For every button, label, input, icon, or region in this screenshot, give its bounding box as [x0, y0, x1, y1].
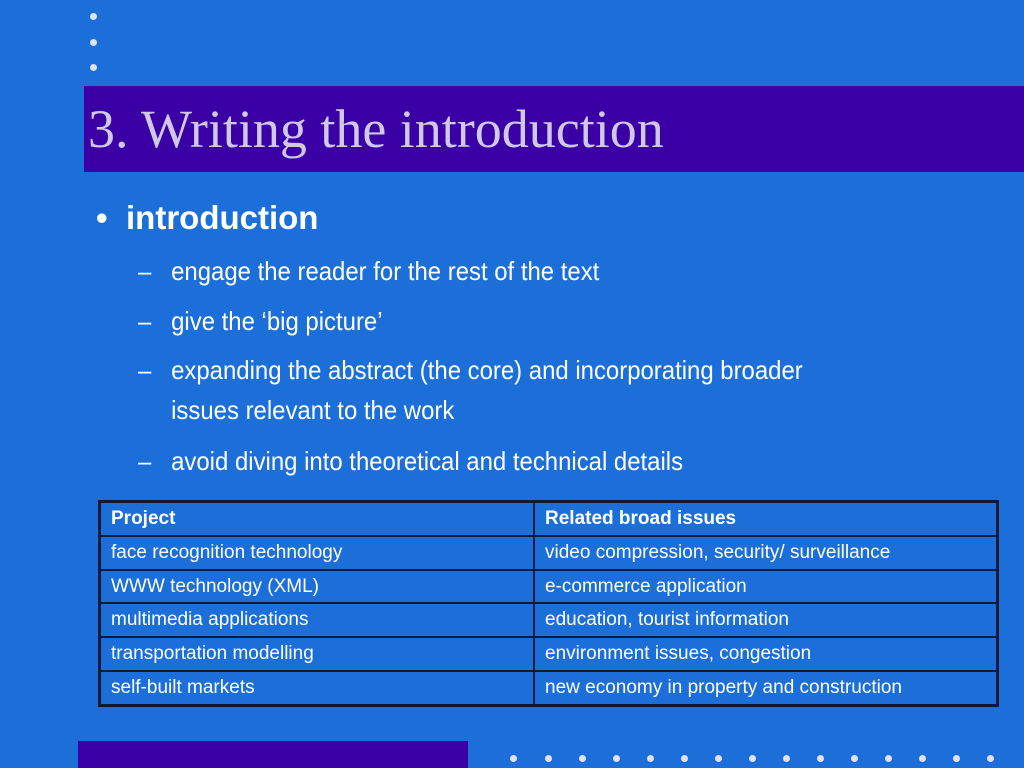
bullet-marker: • — [96, 199, 108, 236]
sub-item-marker: – — [138, 355, 152, 385]
bullet-label: introduction — [126, 199, 319, 236]
decorative-dot — [987, 755, 994, 762]
decorative-dot — [545, 755, 552, 762]
table-cell-project: multimedia applications — [100, 603, 534, 637]
decorative-dot — [953, 755, 960, 762]
sub-item-text: engage the reader for the rest of the text — [171, 256, 600, 286]
sub-item-marker: – — [138, 446, 152, 476]
sub-item — [138, 441, 874, 481]
decorative-dot — [715, 755, 722, 762]
table-row — [100, 637, 997, 671]
projects-table — [98, 500, 999, 707]
decorative-dot — [647, 755, 654, 762]
table-row — [100, 570, 997, 604]
sub-item — [138, 301, 874, 341]
decorative-dot — [90, 64, 97, 71]
table-cell-issues: education, tourist information — [534, 603, 997, 637]
slide-title: 3. Writing the introduction — [88, 99, 664, 159]
decorative-dot — [90, 39, 97, 46]
decorative-dot — [613, 755, 620, 762]
table-header-project: Project — [100, 502, 534, 536]
table-cell-project: face recognition technology — [100, 536, 534, 570]
table-row — [100, 603, 997, 637]
decorative-dot — [749, 755, 756, 762]
table-header-row — [100, 502, 997, 536]
sub-item — [138, 251, 874, 291]
decorative-dot — [817, 755, 824, 762]
sub-item-text: give the ‘big picture’ — [171, 306, 383, 336]
table-cell-issues: new economy in property and construction — [534, 671, 997, 705]
table-cell-issues: environment issues, congestion — [534, 637, 997, 671]
table-cell-project: WWW technology (XML) — [100, 570, 534, 604]
decorative-dot — [579, 755, 586, 762]
decorative-dot — [885, 755, 892, 762]
decorative-dot — [681, 755, 688, 762]
table-row — [100, 671, 997, 705]
decorative-dot — [90, 13, 97, 20]
table-cell-issues: e-commerce application — [534, 570, 997, 604]
footer-bar — [78, 741, 468, 768]
decorative-dot — [783, 755, 790, 762]
sub-item-marker: – — [138, 306, 152, 336]
decorative-dot — [510, 755, 517, 762]
table-cell-project: transportation modelling — [100, 637, 534, 671]
table-row — [100, 536, 997, 570]
sub-item-text: avoid diving into theoretical and technical details — [171, 446, 684, 476]
sub-item-text: expanding the abstract (the core) and incorporating broader issues relevant to the work — [171, 355, 803, 425]
table-cell-project: self-built markets — [100, 671, 534, 705]
decorative-dot — [851, 755, 858, 762]
sub-item — [138, 350, 874, 430]
decorative-dot — [919, 755, 926, 762]
table-header-related-issues: Related broad issues — [534, 502, 997, 536]
table-cell-issues: video compression, security/ surveillance — [534, 536, 997, 570]
sub-item-marker: – — [138, 256, 152, 286]
